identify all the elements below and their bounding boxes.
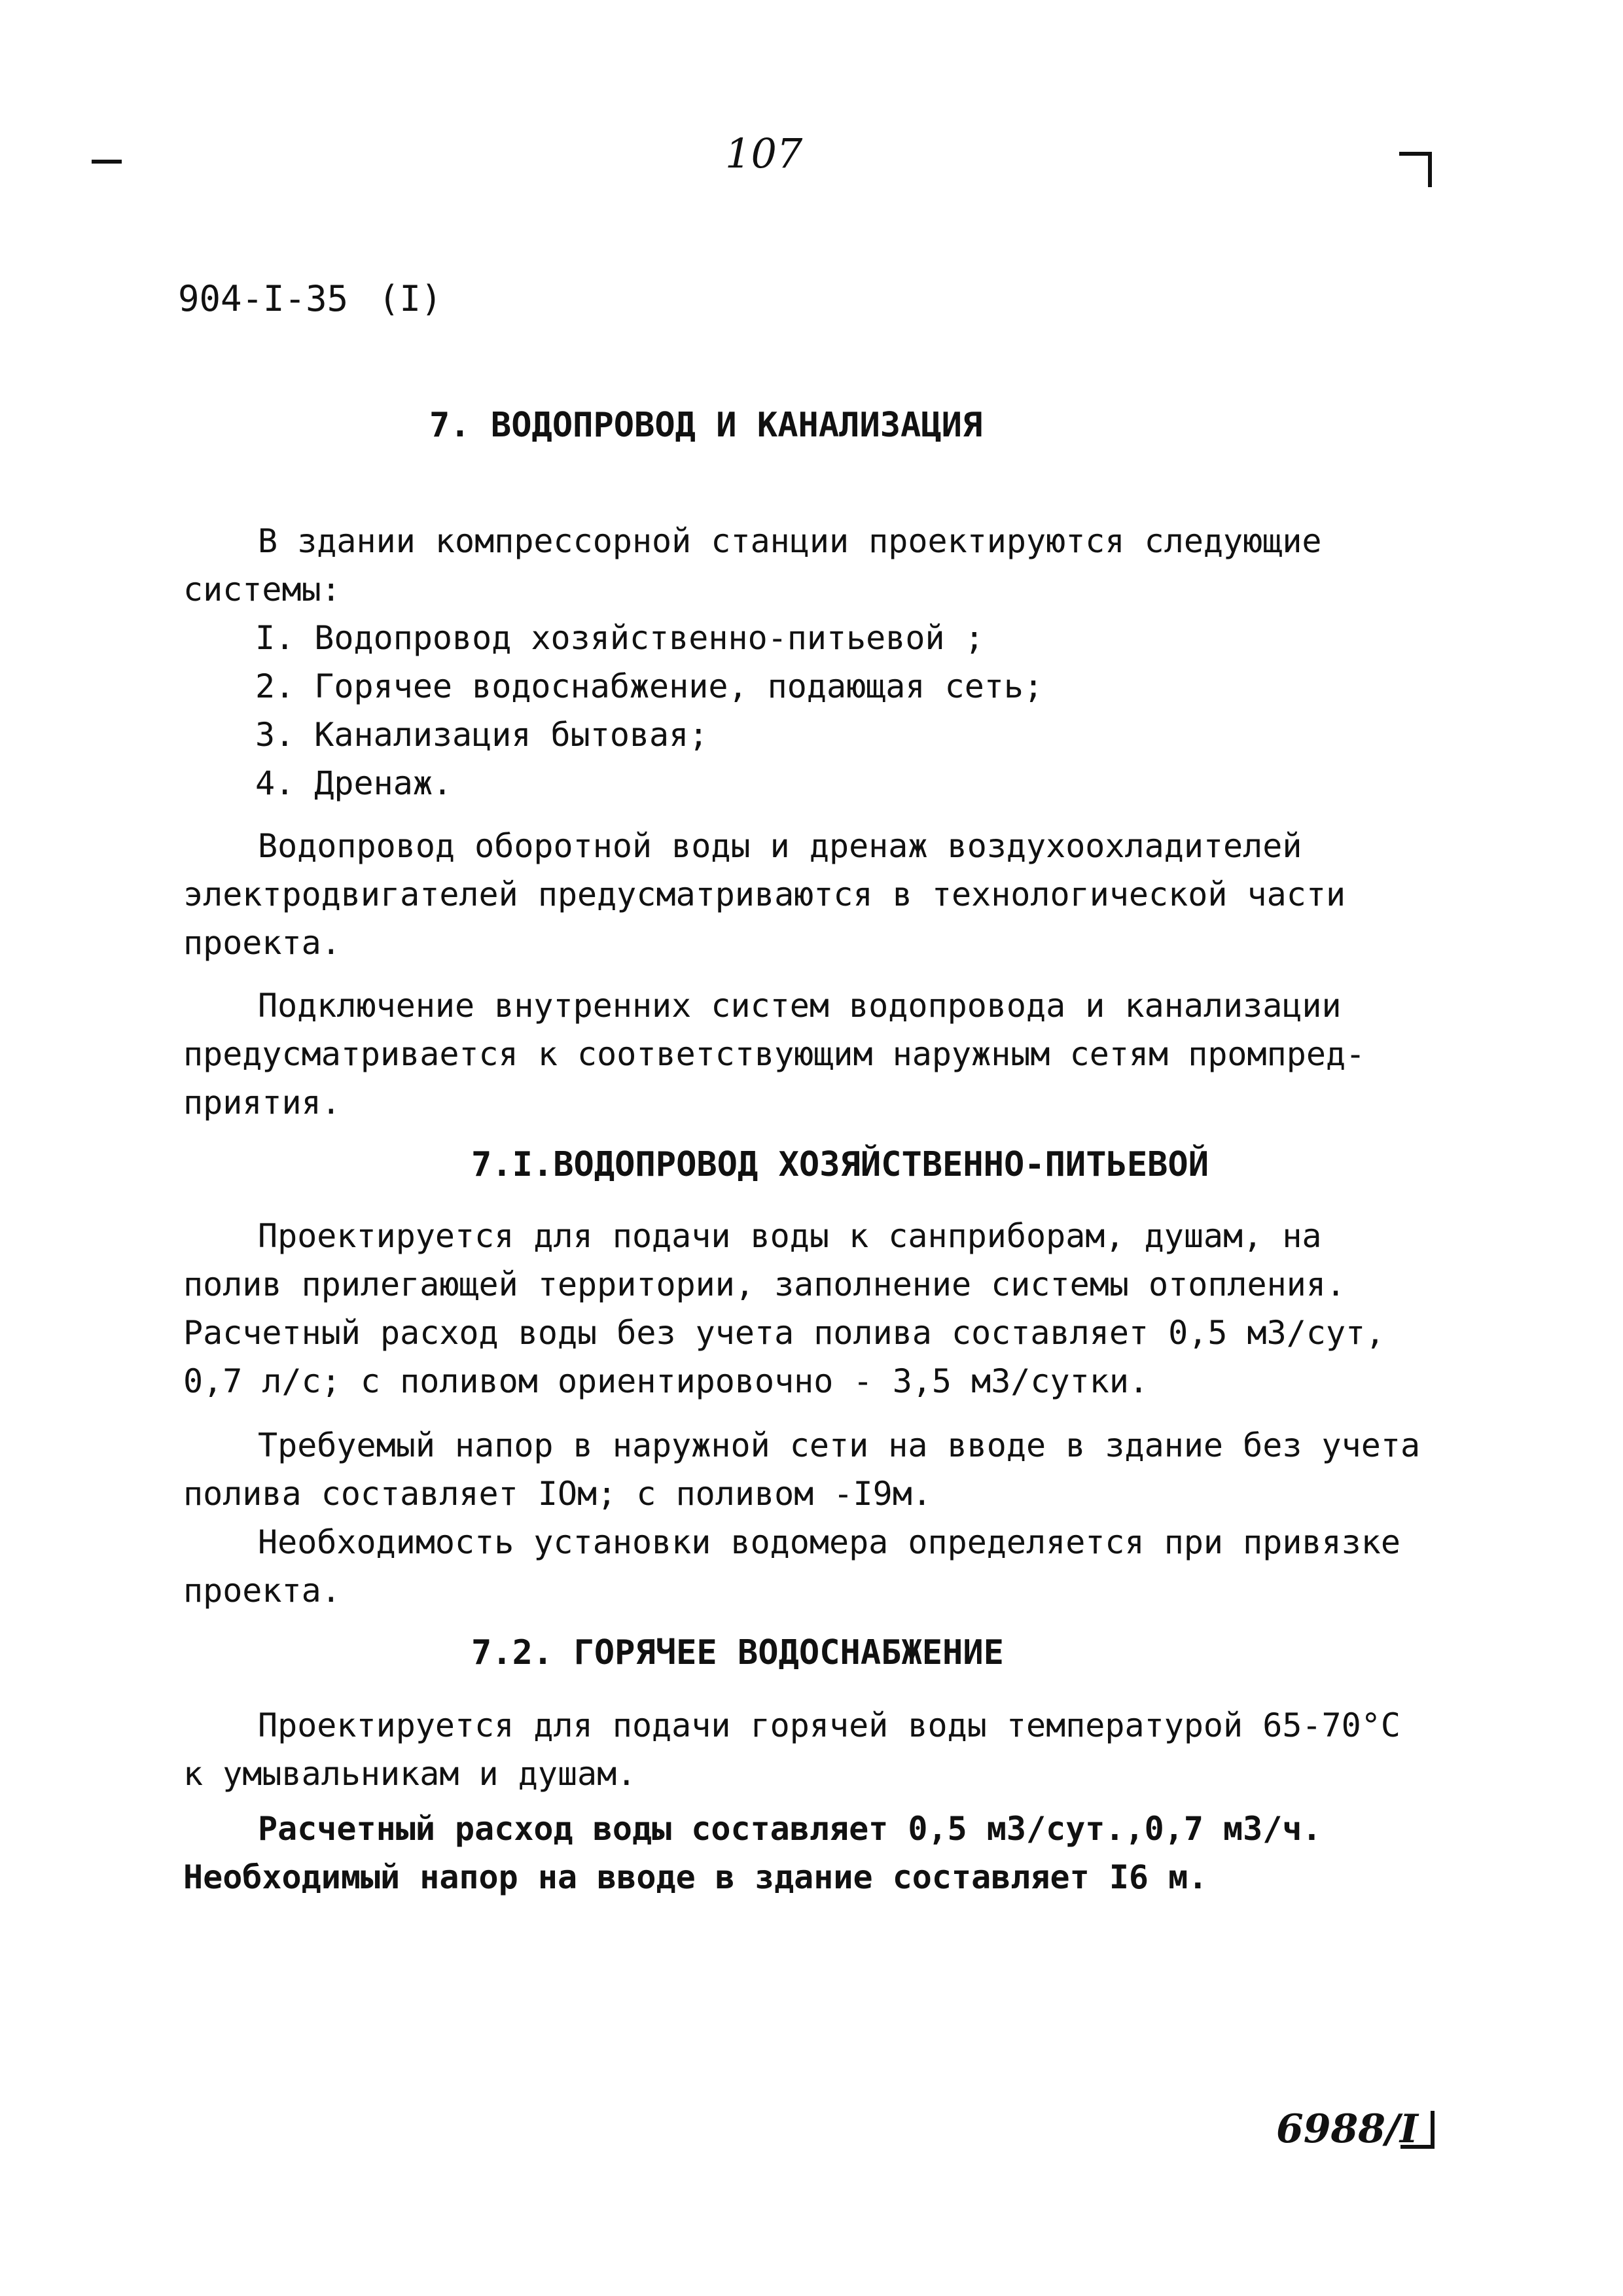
corner-mark-top-right-v xyxy=(1428,152,1432,187)
corner-mark-top-right-h xyxy=(1399,152,1431,156)
intro-line-2: системы: xyxy=(183,571,341,609)
sub1-para2-line-1: Требуемый напор в наружной сети на вводе в здание без учета xyxy=(258,1426,1421,1464)
section-title: 7. ВОДОПРОВОД И КАНАЛИЗАЦИЯ xyxy=(429,406,983,445)
list-item-3: 3. Канализация бытовая; xyxy=(255,716,709,754)
para1-line-3: проекта. xyxy=(183,924,341,962)
sub2-para1-line-1: Проектируется для подачи горячей воды температурой 65-70°С xyxy=(258,1706,1400,1744)
sub1-para3-line-1: Необходимость установки водомера определяется при привязке xyxy=(258,1523,1400,1561)
stamp-number: 6988/I xyxy=(1276,2106,1418,2152)
subsection2-title: 7.2. ГОРЯЧЕЕ ВОДОСНАБЖЕНИЕ xyxy=(471,1633,1004,1672)
sub1-para1-line-3: Расчетный расход воды без учета полива составляет 0,5 м3/сут, xyxy=(183,1314,1385,1352)
page-number: 107 xyxy=(725,130,803,177)
doc-code-suffix: (I) xyxy=(378,278,442,319)
sub1-para3-line-2: проекта. xyxy=(183,1572,341,1610)
list-item-4: 4. Дренаж. xyxy=(255,764,453,802)
sub2-para2-line-2: Необходимый напор на вводе в здание составляет I6 м. xyxy=(183,1858,1208,1896)
list-item-2: 2. Горячее водоснабжение, подающая сеть; xyxy=(255,667,1044,705)
intro-line-1: В здании компрессорной станции проектируются следующие xyxy=(258,522,1322,560)
list-item-1: I. Водопровод хозяйственно-питьевой ; xyxy=(255,619,984,657)
sub1-para2-line-2: полива составляет IОм; с поливом -I9м. xyxy=(183,1475,932,1513)
doc-code: 904-I-35 xyxy=(178,278,349,319)
sub2-para2-line-1: Расчетный расход воды составляет 0,5 м3/сут.,0,7 м3/ч. xyxy=(258,1810,1322,1848)
corner-mark-top-left xyxy=(92,160,122,164)
sub1-para1-line-2: полив прилегающей территории, заполнение системы отопления. xyxy=(183,1265,1346,1303)
para2-line-2: предусматривается к соответствующим наружным сетям промпред- xyxy=(183,1035,1366,1073)
para1-line-1: Водопровод оборотной воды и дренаж воздухоохладителей xyxy=(258,827,1302,865)
sub1-para1-line-4: 0,7 л/с; с поливом ориентировочно - 3,5 м3/сутки. xyxy=(183,1362,1149,1400)
para1-line-2: электродвигателей предусматриваются в технологической части xyxy=(183,875,1346,913)
para2-line-1: Подключение внутренних систем водопровода и канализации xyxy=(258,987,1342,1025)
subsection1-title: 7.I.ВОДОПРОВОД ХОЗЯЙСТВЕННО-ПИТЬЕВОЙ xyxy=(471,1145,1209,1184)
corner-mark-bottom-right-v xyxy=(1431,2111,1435,2149)
para2-line-3: приятия. xyxy=(183,1084,341,1122)
sub1-para1-line-1: Проектируется для подачи воды к санприборам, душам, на xyxy=(258,1217,1322,1255)
sub2-para1-line-2: к умывальникам и душам. xyxy=(183,1755,637,1793)
